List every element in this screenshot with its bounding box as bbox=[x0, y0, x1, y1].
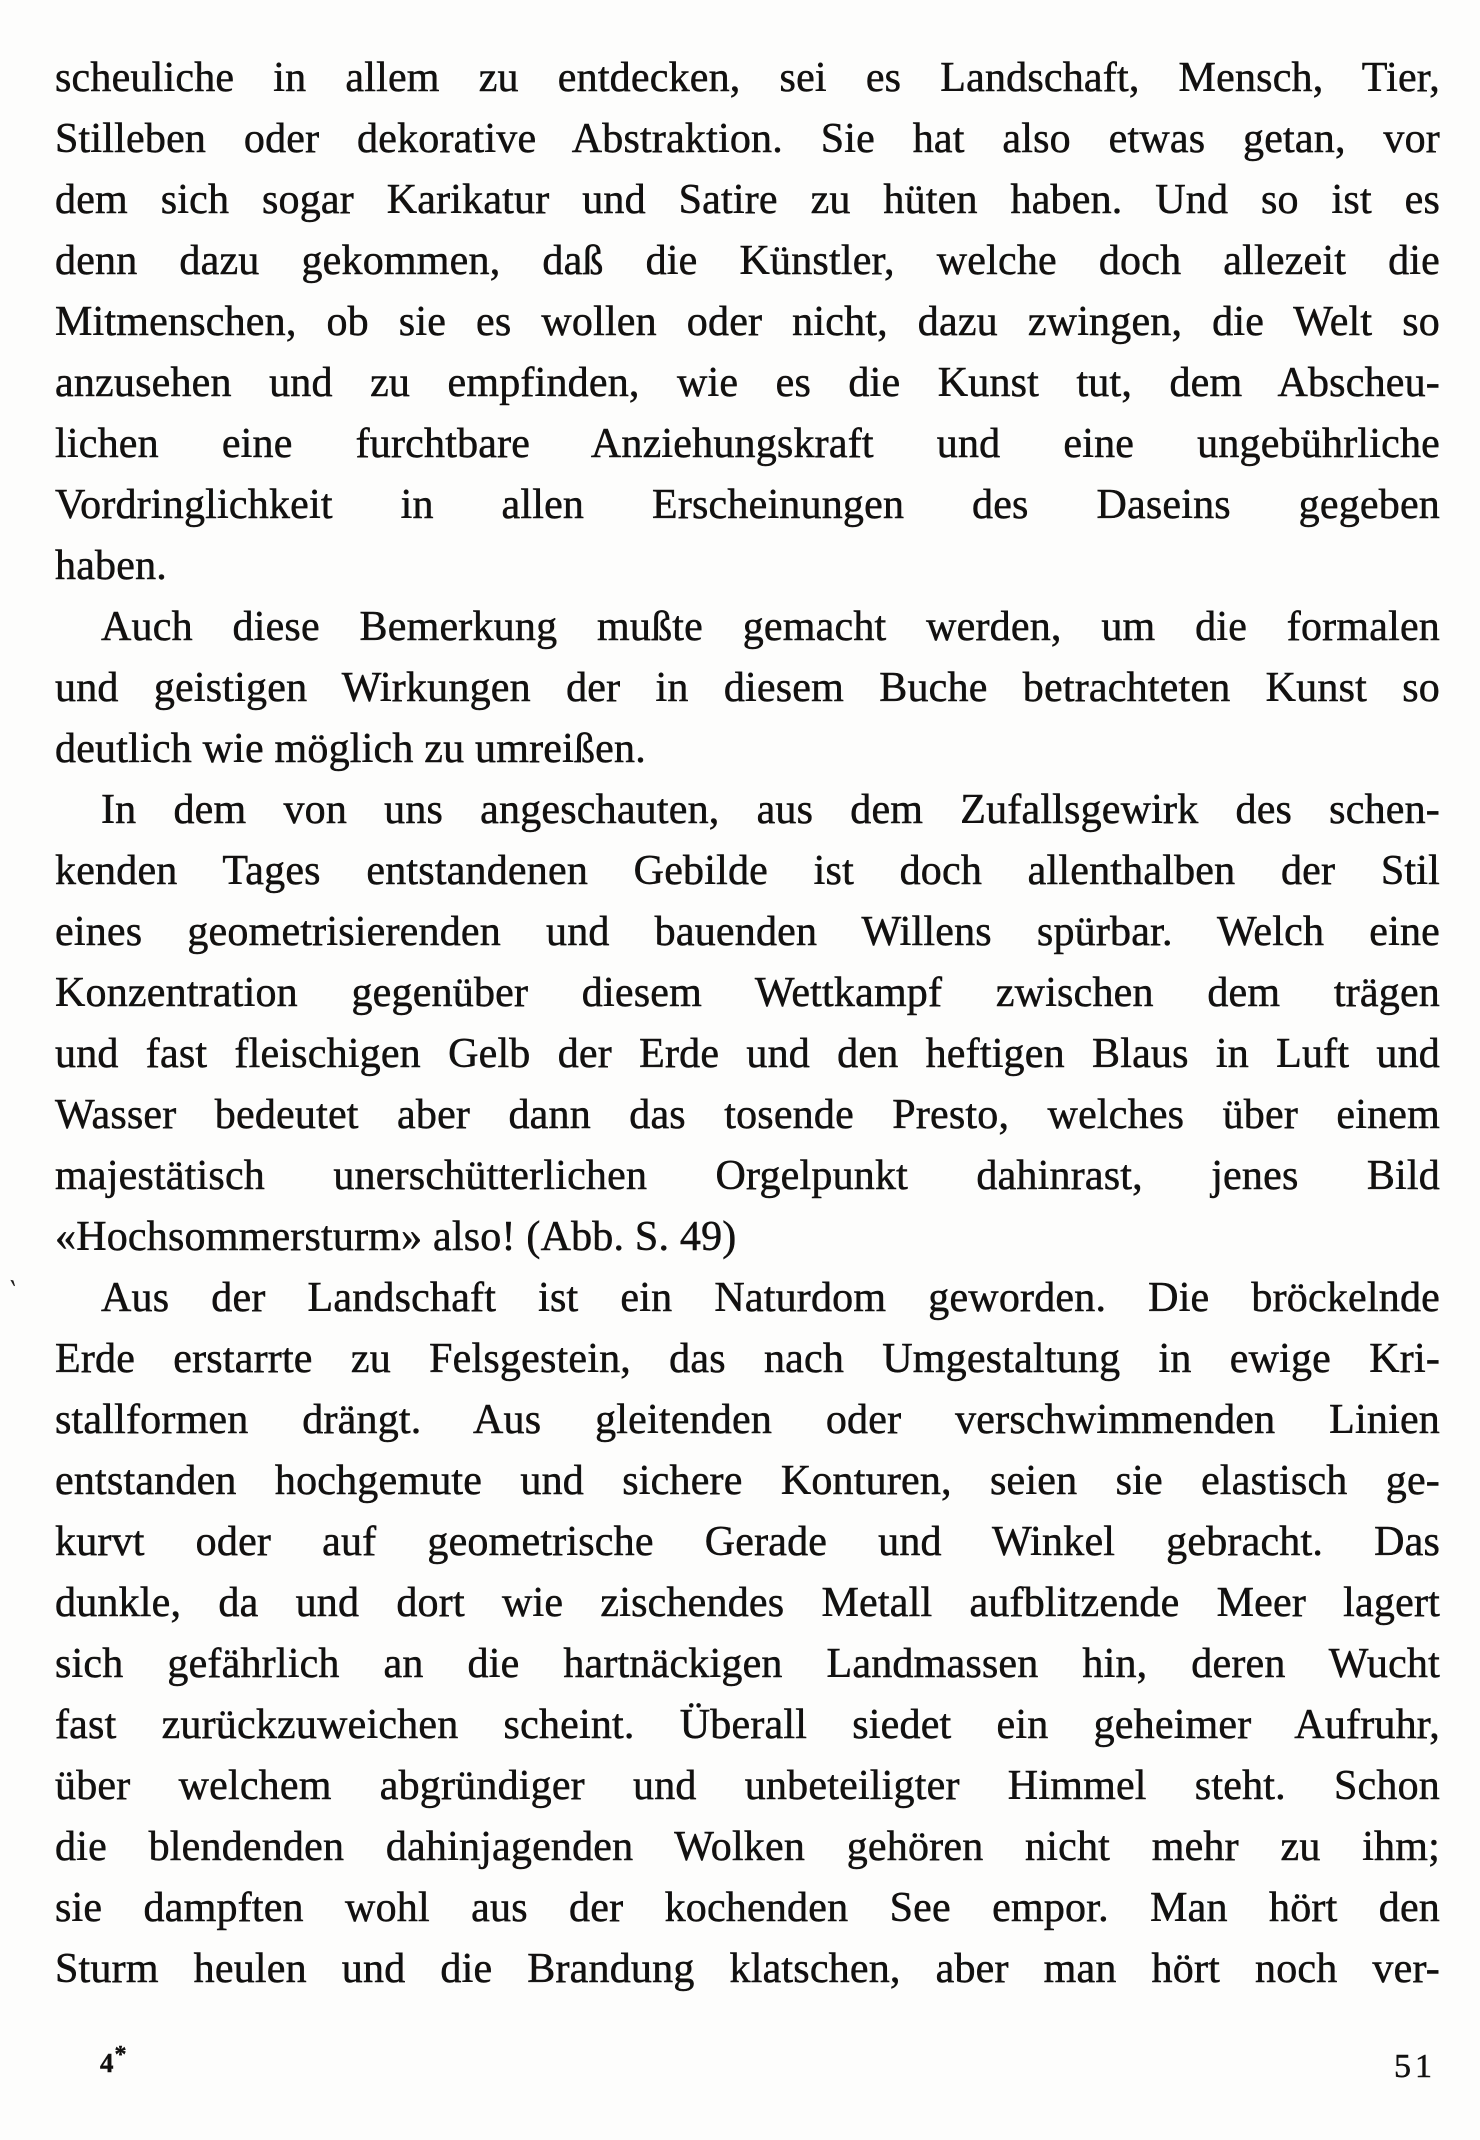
text-line: lichen eine furchtbare Anziehungskraft und eine ungebührliche bbox=[55, 421, 1440, 467]
text-line: kenden Tages entstandenen Gebilde ist doch allenthalben der Stil bbox=[55, 848, 1440, 894]
text-line paragraph-end: «Hochsommersturm» also! (Abb. S. 49) bbox=[55, 1214, 737, 1260]
text-line: die blendenden dahinjagenden Wolken gehören nicht mehr zu ihm; bbox=[55, 1824, 1440, 1870]
text-line: fast zurückzuweichen scheint. Überall siedet ein geheimer Aufruhr, bbox=[55, 1702, 1440, 1748]
text-line: Konzentration gegenüber diesem Wettkampf zwischen dem trägen bbox=[55, 970, 1440, 1016]
text-line: majestätisch unerschütterlichen Orgelpunkt dahinrast, jenes Bild bbox=[55, 1153, 1440, 1199]
margin-tick-mark: ‵ bbox=[5, 1275, 18, 1310]
text-line: Stilleben oder dekorative Abstraktion. Sie hat also etwas getan, vor bbox=[55, 116, 1440, 162]
signature-number: 4 bbox=[100, 2048, 115, 2078]
text-line paragraph-end: deutlich wie möglich zu umreißen. bbox=[55, 726, 646, 772]
text-line: Mitmenschen, ob sie es wollen oder nicht, dazu zwingen, die Welt so bbox=[55, 299, 1440, 345]
text-line: über welchem abgründiger und unbeteiligter Himmel steht. Schon bbox=[55, 1763, 1440, 1809]
text-line: Wasser bedeutet aber dann das tosende Presto, welches über einem bbox=[55, 1092, 1440, 1138]
text-line paragraph-end: haben. bbox=[55, 543, 167, 589]
text-line: sie dampften wohl aus der kochenden See empor. Man hört den bbox=[55, 1885, 1440, 1931]
text-line: denn dazu gekommen, daß die Künstler, welche doch allezeit die bbox=[55, 238, 1440, 284]
text-line: und fast fleischigen Gelb der Erde und den heftigen Blaus in Luft und bbox=[55, 1031, 1440, 1077]
text-line: entstanden hochgemute und sichere Konturen, seien sie elastisch ge- bbox=[55, 1458, 1440, 1504]
text-line: sich gefährlich an die hartnäckigen Landmassen hin, deren Wucht bbox=[55, 1641, 1440, 1687]
text-line: eines geometrisierenden und bauenden Willens spürbar. Welch eine bbox=[55, 909, 1440, 955]
signature-mark bbox=[100, 2042, 128, 2079]
text-line paragraph-start: Auch diese Bemerkung mußte gemacht werden, um die formalen bbox=[101, 604, 1440, 650]
text-line: kurvt oder auf geometrische Gerade und Winkel gebracht. Das bbox=[55, 1519, 1440, 1565]
text-line: und geistigen Wirkungen der in diesem Buche betrachteten Kunst so bbox=[55, 665, 1440, 711]
text-line: dunkle, da und dort wie zischendes Metall aufblitzende Meer lagert bbox=[55, 1580, 1440, 1626]
text-line: stallformen drängt. Aus gleitenden oder verschwimmenden Linien bbox=[55, 1397, 1440, 1443]
text-line: Erde erstarrte zu Felsgestein, das nach Umgestaltung in ewige Kri- bbox=[55, 1336, 1440, 1382]
text-line: dem sich sogar Karikatur und Satire zu hüten haben. Und so ist es bbox=[55, 177, 1440, 223]
page-number: 51 bbox=[1394, 2048, 1436, 2085]
text-line: Vordringlichkeit in allen Erscheinungen des Daseins gegeben bbox=[55, 482, 1440, 528]
text-line: Sturm heulen und die Brandung klatschen, aber man hört noch ver- bbox=[55, 1946, 1440, 1992]
text-line: scheuliche in allem zu entdecken, sei es Landschaft, Mensch, Tier, bbox=[55, 55, 1440, 101]
text-line paragraph-start: Aus der Landschaft ist ein Naturdom geworden. Die bröckelnde bbox=[101, 1275, 1440, 1321]
text-line paragraph-start: In dem von uns angeschauten, aus dem Zufallsgewirk des schen- bbox=[101, 787, 1440, 833]
text-line: anzusehen und zu empfinden, wie es die Kunst tut, dem Abscheu- bbox=[55, 360, 1440, 406]
signature-asterisk: * bbox=[114, 2042, 128, 2068]
body-text-block bbox=[55, 48, 1440, 2000]
